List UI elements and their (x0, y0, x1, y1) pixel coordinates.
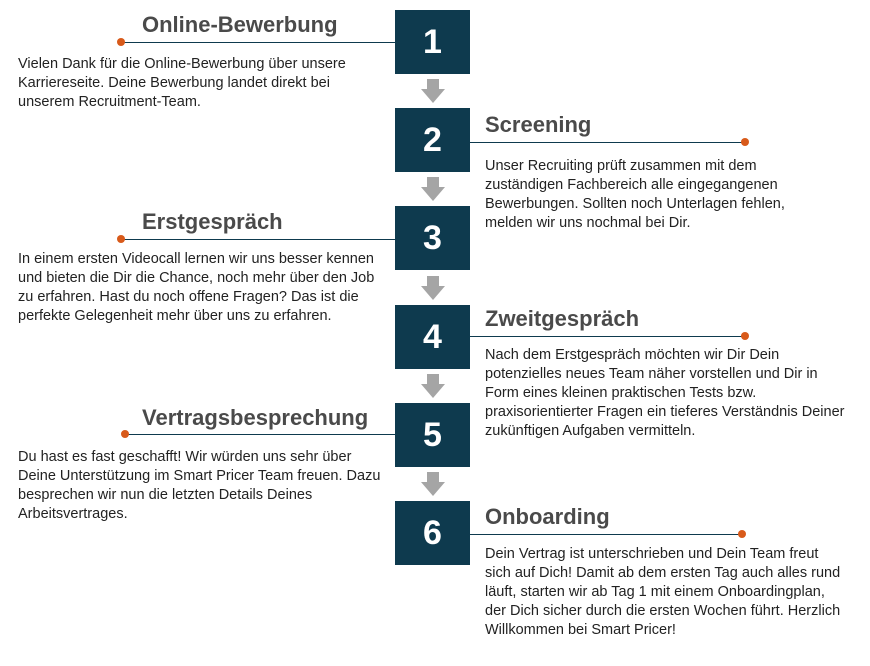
step-2-description: Unser Recruiting prüft zusammen mit dem zuständigen Fachbereich alle eingegangenen Bewerbungen. Sollten noch Unterlagen fehlen, melden wir uns nochmal bei Dir. (485, 158, 785, 231)
step-2-number-box (395, 108, 470, 172)
step-3-number: 3 (423, 218, 442, 257)
step-6-number: 6 (423, 513, 442, 552)
step-4-number-box (395, 305, 470, 369)
step-4-title: Zweitgespräch (485, 306, 640, 331)
step-5-title: Vertragsbesprechung (142, 405, 369, 430)
arrow-down-icon (421, 472, 445, 496)
step-6-title: Onboarding (485, 504, 610, 529)
step-1-number-box (395, 10, 470, 74)
step-5-description: Du hast es fast geschafft! Wir würden uns sehr über Deine Unterstützung im Smart Pricer Team freuen. Dazu besprechen wir nun die letzten Details Deines Arbeitsvertrages. (18, 449, 381, 522)
step-2-title: Screening (485, 112, 592, 137)
step-6-connector-line (470, 534, 742, 535)
step-5-number: 5 (423, 415, 442, 454)
step-1-description: Vielen Dank für die Online-Bewerbung über unsere Karriereseite. Deine Bewerbung landet direkt bei unserem Recruitment-Team. (18, 56, 346, 110)
arrow-down-icon (421, 177, 445, 201)
step-5-connector-line (126, 434, 395, 435)
step-2-dot (741, 138, 749, 146)
step-2-connector-line (470, 142, 745, 143)
step-3-description: In einem ersten Videocall lernen wir uns besser kennen und bieten die Dir die Chance, noch mehr über den Job zu erfahren. Hast du noch offene Fragen? Das ist die perfekte Gelegenheit mehr über uns zu erfahren. (18, 251, 375, 324)
step-3-connector-line (122, 239, 395, 240)
step-1-number: 1 (423, 22, 442, 61)
step-1-dot (117, 38, 125, 46)
step-3-title: Erstgespräch (142, 209, 283, 234)
step-1-title: Online-Bewerbung (142, 12, 338, 37)
step-4-dot (741, 332, 749, 340)
arrow-down-icon (421, 79, 445, 103)
step-5-number-box (395, 403, 470, 467)
step-6-dot (738, 530, 746, 538)
step-1-connector-line (122, 42, 395, 43)
step-5-dot (121, 430, 129, 438)
step-4-description: Nach dem Erstgespräch möchten wir Dir Dein potenzielles neues Team näher vorstellen und Dir in Form eines kleinen praktischen Tests bzw. praxisorientierter Fragen ein tieferes Verständnis Deiner zukünftigen Aufgaben vermitteln. (485, 347, 845, 439)
step-6-description: Dein Vertrag ist unterschrieben und Dein Team freut sich auf Dich! Damit ab dem ersten Tag auch alles rund läuft, starten wir ab Tag 1 mit einem Onboardingplan, der Dich sicher durch die ersten Wochen führt. Herzlich Willkommen bei Smart Pricer! (485, 546, 841, 638)
step-3-dot (117, 235, 125, 243)
arrow-down-icon (421, 374, 445, 398)
step-4-number: 4 (423, 317, 442, 356)
step-4-connector-line (470, 336, 745, 337)
arrow-down-icon (421, 276, 445, 300)
step-6-number-box (395, 501, 470, 565)
step-2-number: 2 (423, 120, 442, 159)
step-3-number-box (395, 206, 470, 270)
